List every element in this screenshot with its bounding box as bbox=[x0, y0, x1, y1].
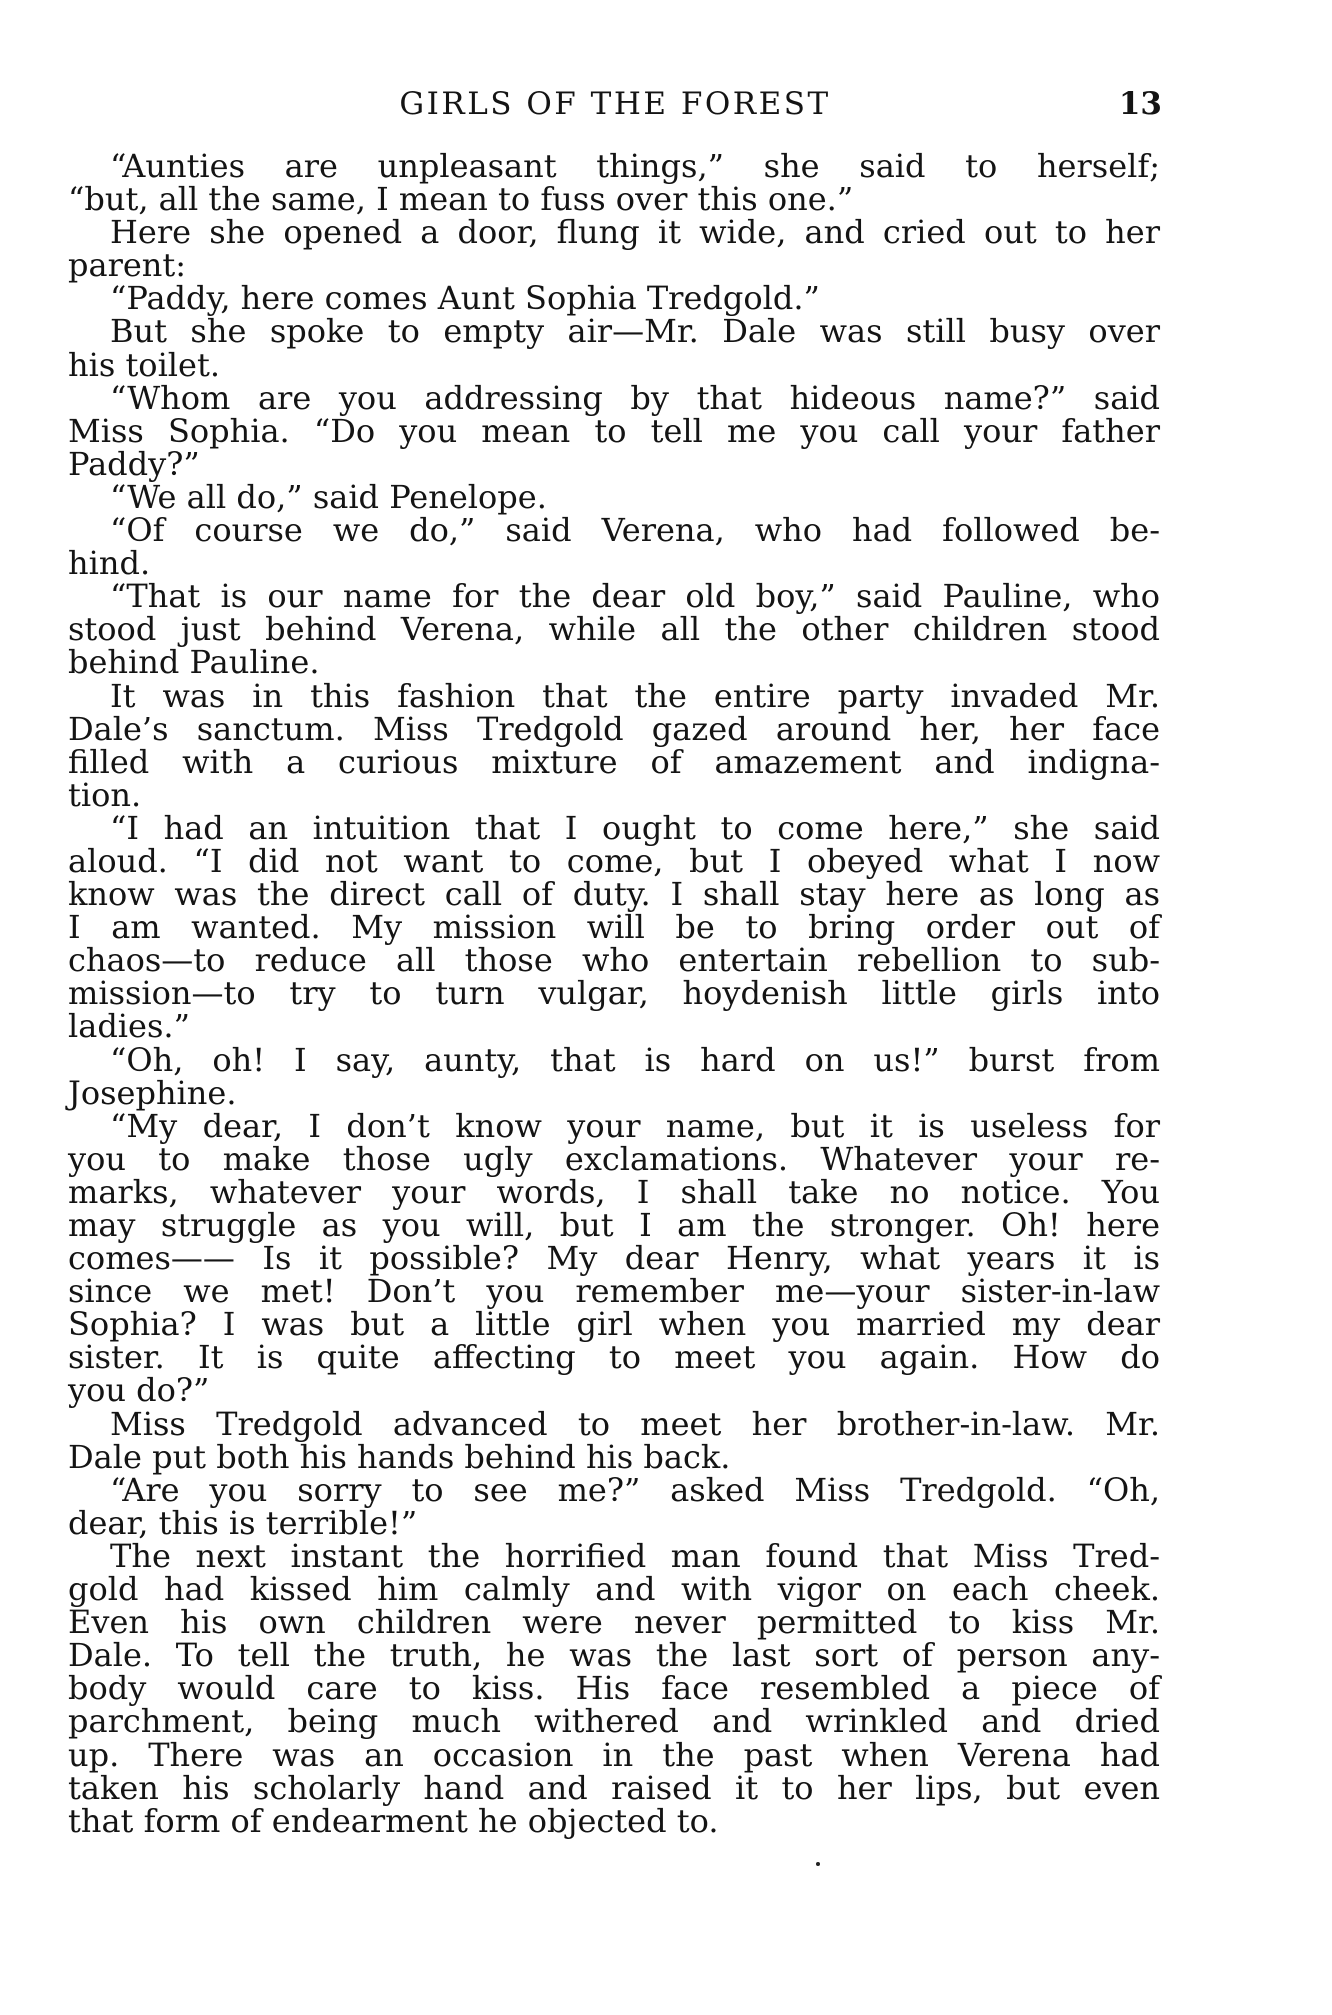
text-line: you to make those ugly exclamations. Whatever your re- bbox=[68, 1139, 1160, 1178]
text-line: “My dear, I don’t know your name, but it is useless for bbox=[110, 1106, 1160, 1145]
text-line: Sophia? I was but a little girl when you married my dear bbox=[68, 1305, 1160, 1344]
text-line: “We all do,” said Penelope. bbox=[110, 477, 547, 516]
text-line: “I had an intuition that I ought to come here,” she said bbox=[110, 808, 1160, 847]
text-line: “Are you sorry to see me?” asked Miss Tredgold. “Oh, bbox=[110, 1470, 1160, 1509]
text-line: you do?” bbox=[68, 1371, 210, 1410]
text-line: mission—to try to turn vulgar, hoydenish little girls into bbox=[68, 974, 1160, 1013]
text-line: “Whom are you addressing by that hideous name?” said bbox=[110, 378, 1160, 417]
text-line: “That is our name for the dear old boy,” said Pauline, who bbox=[110, 577, 1160, 616]
text-line: I am wanted. My mission will be to bring order out of bbox=[68, 908, 1160, 947]
text-line: parent: bbox=[68, 246, 187, 285]
text-line: up. There was an occasion in the past when Verena had bbox=[68, 1735, 1160, 1774]
text-line: his toilet. bbox=[68, 345, 220, 384]
text-line: comes—— Is it possible? My dear Henry, what years it is bbox=[68, 1239, 1160, 1278]
text-line: “Aunties are unpleasant things,” she said to herself; bbox=[110, 147, 1160, 185]
text-line: It was in this fashion that the entire party invaded Mr. bbox=[110, 676, 1160, 715]
text-line: Here she opened a door, flung it wide, and cried out to her bbox=[110, 213, 1160, 252]
text-line: gold had kissed him calmly and with vigor on each cheek. bbox=[68, 1570, 1160, 1609]
text-line: Paddy?” bbox=[68, 444, 200, 483]
text-line: stood just behind Verena, while all the other children stood bbox=[68, 610, 1160, 649]
text-line: tion. bbox=[68, 775, 142, 814]
text-line: behind Pauline. bbox=[68, 643, 320, 682]
text-line: dear, this is terrible!” bbox=[68, 1503, 418, 1542]
text-line: “Oh, oh! I say, aunty, that is hard on us!” burst from bbox=[110, 1040, 1160, 1079]
ink-speck bbox=[816, 1862, 820, 1866]
text-line: Dale put both his hands behind his back. bbox=[68, 1437, 731, 1476]
text-line: But she spoke to empty air—Mr. Dale was still busy over bbox=[110, 312, 1160, 351]
running-head bbox=[68, 86, 1162, 126]
page-number: 13 bbox=[1118, 86, 1162, 122]
text-line: Miss Tredgold advanced to meet her brother-in-law. Mr. bbox=[110, 1404, 1160, 1443]
text-line: “but, all the same, I mean to fuss over this one.” bbox=[68, 180, 854, 219]
text-line: Josephine. bbox=[68, 1073, 237, 1112]
text-line: since we met! Don’t you remember me—your sister-in-law bbox=[68, 1272, 1160, 1311]
text-line: Miss Sophia. “Do you mean to tell me you call your father bbox=[68, 411, 1160, 450]
text-line: marks, whatever your words, I shall take no notice. You bbox=[68, 1172, 1160, 1211]
text-line: Even his own children were never permitted to kiss Mr. bbox=[68, 1603, 1160, 1642]
text-line: Dale’s sanctum. Miss Tredgold gazed around her, her face bbox=[68, 709, 1160, 748]
text-line: hind. bbox=[68, 544, 151, 583]
text-line: may struggle as you will, but I am the stronger. Oh! here bbox=[68, 1206, 1160, 1244]
text-line: aloud. “I did not want to come, but I obeyed what I now bbox=[68, 841, 1160, 880]
text-line: parchment, being much withered and wrinkled and dried bbox=[68, 1702, 1160, 1741]
text-line: “Of course we do,” said Verena, who had followed be- bbox=[110, 511, 1160, 550]
text-line: Dale. To tell the truth, he was the last sort of person any- bbox=[68, 1636, 1160, 1675]
text-line: The next instant the horrified man found that Miss Tred- bbox=[110, 1536, 1160, 1575]
text-line: “Paddy, here comes Aunt Sophia Tredgold.” bbox=[110, 279, 820, 318]
text-line: taken his scholarly hand and raised it to her lips, but even bbox=[68, 1768, 1160, 1807]
text-line: sister. It is quite affecting to meet you again. How do bbox=[68, 1338, 1160, 1377]
text-line: ladies.” bbox=[68, 1007, 190, 1046]
text-line: body would care to kiss. His face resembled a piece of bbox=[68, 1669, 1160, 1708]
text-line: filled with a curious mixture of amazement and indigna- bbox=[68, 742, 1160, 781]
text-line: know was the direct call of duty. I shall stay here as long as bbox=[68, 875, 1160, 914]
text-line: that form of endearment he objected to. bbox=[68, 1801, 719, 1840]
running-title: GIRLS OF THE FOREST bbox=[399, 86, 831, 122]
body-text bbox=[68, 147, 1160, 1840]
text-line: chaos—to reduce all those who entertain rebellion to sub- bbox=[68, 941, 1160, 980]
